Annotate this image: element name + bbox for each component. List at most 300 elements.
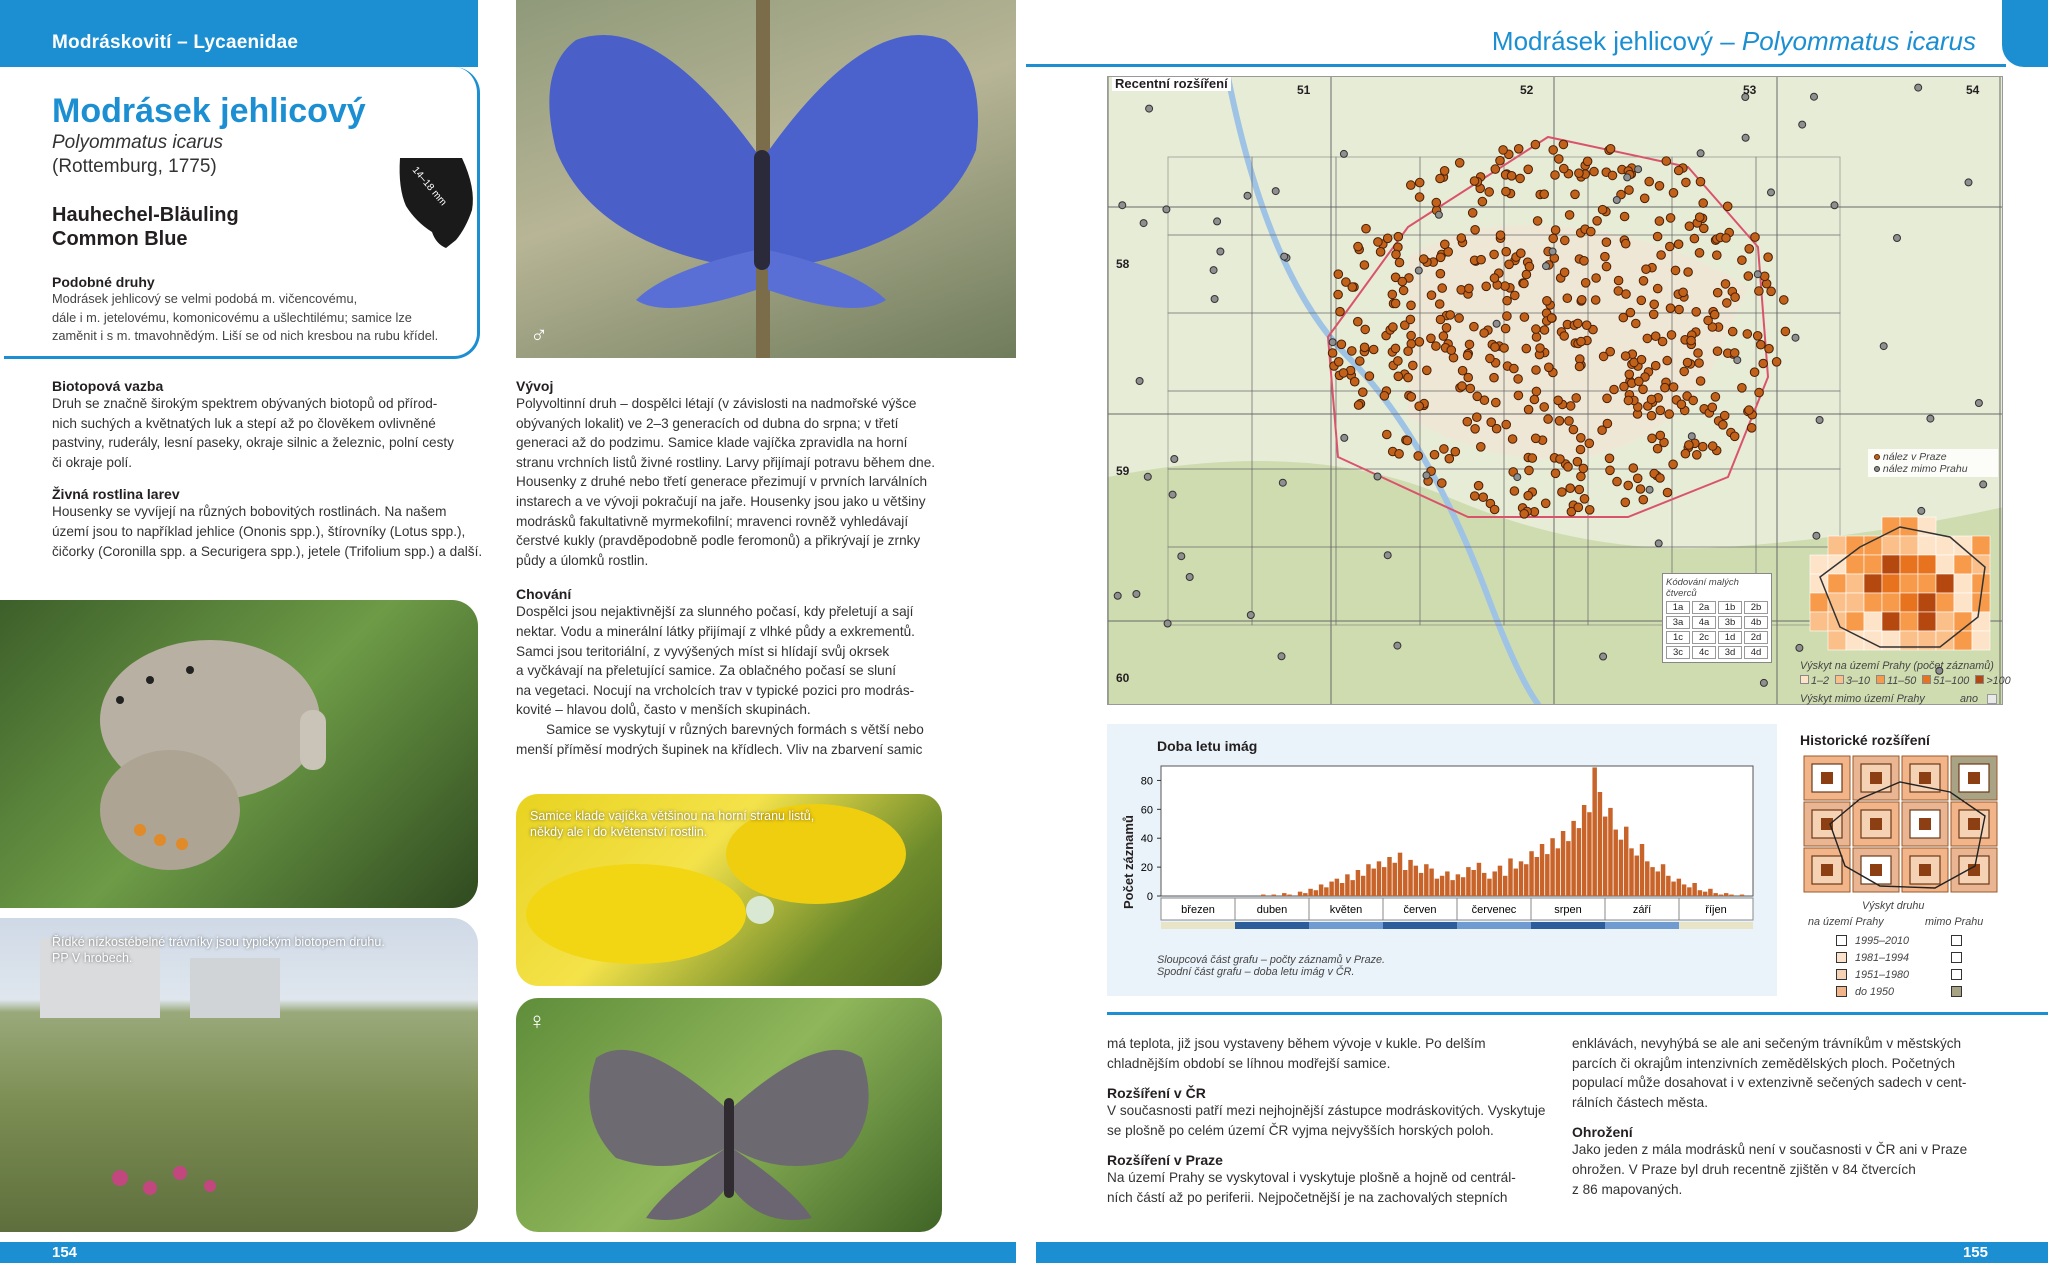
flight-bar <box>1640 844 1644 896</box>
flight-bar <box>1740 895 1744 896</box>
record-dot-prague <box>1755 388 1764 397</box>
flight-bar <box>1435 879 1439 896</box>
occurrence-cell <box>1954 593 1972 612</box>
record-dot-prague <box>1520 313 1529 322</box>
record-dot-outside <box>1816 417 1823 424</box>
record-dot-prague <box>1522 344 1531 353</box>
flight-bar <box>1656 871 1660 896</box>
record-dot-prague <box>1674 166 1683 175</box>
record-dot-prague <box>1649 310 1658 319</box>
record-dot-prague <box>1669 383 1678 392</box>
flight-bar <box>1414 866 1418 896</box>
occurrence-cell <box>1972 574 1990 593</box>
record-dot-outside <box>1140 220 1147 227</box>
flight-bar <box>1450 880 1454 896</box>
record-dot-prague <box>1572 394 1581 403</box>
occurrence-cell <box>1936 612 1954 631</box>
right-page-title-latin: Polyommatus icarus <box>1741 26 1976 56</box>
record-dot-prague <box>1500 344 1509 353</box>
record-dot-prague <box>1679 288 1688 297</box>
occurrence-cell <box>1810 593 1828 612</box>
record-dot-prague <box>1713 347 1722 356</box>
flight-bar <box>1629 848 1633 896</box>
record-dot-prague <box>1653 284 1662 293</box>
flight-chart <box>1107 760 1777 946</box>
record-dot-prague <box>1723 299 1732 308</box>
flight-bar <box>1361 876 1365 896</box>
chart-note: Sloupcová část grafu – počty záznamů v Praze. Spodní část grafu – doba letu imág v ČR. <box>1157 954 1386 978</box>
occurrence-cell <box>1882 536 1900 555</box>
record-dot-prague <box>1757 340 1766 349</box>
record-dot-prague <box>1487 418 1496 427</box>
occurrence-cell <box>1900 555 1918 574</box>
record-dot-prague <box>1655 182 1664 191</box>
record-dot-outside <box>1646 486 1653 493</box>
record-dot-prague <box>1610 385 1619 394</box>
flight-bar <box>1561 831 1565 896</box>
right-page-title: Modrásek jehlicový – Polyommatus icarus <box>1491 26 1976 56</box>
record-dot-prague <box>1336 307 1345 316</box>
record-dot-prague <box>1682 178 1691 187</box>
record-dot-prague <box>1592 274 1601 283</box>
record-dot-outside <box>1792 334 1799 341</box>
record-dot-outside <box>1423 472 1430 479</box>
record-dot-prague <box>1713 288 1722 297</box>
record-dot-prague <box>1780 296 1789 305</box>
flight-bar <box>1408 860 1412 896</box>
month-label: květen <box>1329 904 1363 916</box>
record-dot-prague <box>1511 291 1520 300</box>
record-dot-prague <box>1525 466 1534 475</box>
record-dot-prague <box>1394 372 1403 381</box>
record-dot-prague <box>1436 174 1445 183</box>
record-dot-outside <box>1279 479 1286 486</box>
record-dot-prague <box>1560 332 1569 341</box>
record-dot-prague <box>1699 199 1708 208</box>
flight-bar <box>1682 884 1686 896</box>
record-dot-prague <box>1626 308 1635 317</box>
record-dot-prague <box>1524 405 1533 414</box>
record-dot-prague <box>1471 226 1480 235</box>
meadow-caption: Řídké nízkostébelné trávníky jsou typickým biotopem druhu. PP V hrobech. <box>52 935 385 965</box>
record-dot-prague <box>1639 385 1648 394</box>
occurrence-cell <box>1864 536 1882 555</box>
minimap-bin: >100 <box>1975 675 2010 687</box>
record-dot-prague <box>1744 272 1753 281</box>
month-label: duben <box>1256 904 1288 916</box>
flight-bar <box>1698 890 1702 896</box>
flight-bar <box>1729 895 1733 896</box>
foodplant-heading: Živná rostlina larev <box>52 486 180 503</box>
flight-bar <box>1456 874 1460 896</box>
record-dot-prague <box>1514 145 1523 154</box>
record-dot-prague <box>1743 330 1752 339</box>
record-dot-outside <box>1799 121 1806 128</box>
y-tick-label: 20 <box>1140 862 1153 875</box>
record-dot-outside <box>1384 552 1391 559</box>
record-dot-prague <box>1755 287 1764 296</box>
month-label: červenec <box>1471 904 1517 916</box>
record-dot-prague <box>1636 485 1645 494</box>
record-dot-outside <box>1831 202 1838 209</box>
record-dot-prague <box>1470 177 1479 186</box>
record-dot-prague <box>1407 393 1416 402</box>
record-dot-prague <box>1554 396 1563 405</box>
record-dot-prague <box>1540 403 1549 412</box>
record-dot-prague <box>1436 269 1445 278</box>
occurrence-cell <box>1900 574 1918 593</box>
record-dot-prague <box>1721 280 1730 289</box>
record-dot-prague <box>1620 212 1629 221</box>
occurrence-cell <box>1900 517 1918 536</box>
record-dot-prague <box>1578 296 1587 305</box>
record-dot-outside <box>1493 320 1500 327</box>
record-dot-prague <box>1605 454 1614 463</box>
record-dot-prague <box>1577 337 1586 346</box>
occurrence-cell <box>1864 612 1882 631</box>
grid-code-cell: 4d <box>1744 646 1768 659</box>
record-dot-outside <box>1340 150 1347 157</box>
flight-bar <box>1571 821 1575 896</box>
record-dot-prague <box>1753 332 1762 341</box>
praha-heading: Rozšíření v Praze <box>1107 1152 1223 1169</box>
flight-bar <box>1577 828 1581 896</box>
underside-photo <box>0 600 478 908</box>
record-dot-prague <box>1477 255 1486 264</box>
record-dot-outside <box>1975 400 1982 407</box>
grid-code-cell: 1c <box>1666 631 1690 644</box>
male-symbol: ♂ <box>530 322 548 349</box>
flight-bar <box>1445 871 1449 896</box>
egg-photo <box>516 794 942 986</box>
record-dot-prague <box>1632 319 1641 328</box>
record-dot-prague <box>1458 366 1467 375</box>
historic-legend-row: 1981–1994 <box>1836 949 2016 966</box>
flight-bar <box>1298 892 1302 896</box>
flight-bar <box>1645 861 1649 896</box>
record-dot-prague <box>1427 291 1436 300</box>
flight-bar <box>1477 863 1481 896</box>
record-dot-prague <box>1551 171 1560 180</box>
record-dot-prague <box>1388 290 1397 299</box>
y-tick-label: 80 <box>1140 775 1153 788</box>
species-german: Hauhechel-Bläuling <box>52 204 239 226</box>
record-dot-prague <box>1573 457 1582 466</box>
record-dot-prague <box>1621 239 1630 248</box>
record-dot-prague <box>1730 432 1739 441</box>
minimap-outside-swatch <box>1987 694 1997 704</box>
record-dot-outside <box>1600 653 1607 660</box>
grid-code-cell: 3c <box>1666 646 1690 659</box>
occurrence-cell <box>1918 555 1936 574</box>
record-dot-prague <box>1613 477 1622 486</box>
page-number-left: 154 <box>52 1244 78 1261</box>
flight-bar <box>1524 864 1528 896</box>
record-dot-prague <box>1490 505 1499 514</box>
record-dot-prague <box>1369 345 1378 354</box>
record-dot-prague <box>1348 283 1357 292</box>
record-dot-prague <box>1468 209 1477 218</box>
record-dot-prague <box>1575 362 1584 371</box>
occurrence-cell <box>1810 555 1828 574</box>
flight-bar <box>1377 861 1381 896</box>
occurrence-cell <box>1882 612 1900 631</box>
record-dot-prague <box>1491 343 1500 352</box>
record-dot-prague <box>1407 301 1416 310</box>
record-dot-prague <box>1745 245 1754 254</box>
y-tick-label: 40 <box>1140 833 1153 846</box>
record-dot-prague <box>1751 233 1760 242</box>
record-dot-prague <box>1490 250 1499 259</box>
occurrence-cell <box>1936 593 1954 612</box>
record-dot-prague <box>1496 231 1505 240</box>
historic-legend <box>1836 932 2016 1000</box>
record-dot-prague <box>1569 425 1578 434</box>
record-dot-prague <box>1580 495 1589 504</box>
record-dot-prague <box>1601 252 1610 261</box>
record-dot-prague <box>1394 357 1403 366</box>
record-dot-prague <box>1671 266 1680 275</box>
flight-bar <box>1724 893 1728 896</box>
record-dot-outside <box>1880 343 1887 350</box>
record-dot-prague <box>1696 177 1705 186</box>
record-dot-prague <box>1750 368 1759 377</box>
occurrence-cell <box>1882 574 1900 593</box>
record-dot-prague <box>1435 300 1444 309</box>
record-dot-prague <box>1404 347 1413 356</box>
flight-bar <box>1619 840 1623 896</box>
male-photo <box>516 0 1016 358</box>
chart-title: Doba letu imág <box>1157 738 1258 754</box>
record-dot-prague <box>1440 445 1449 454</box>
chart-ylabel: Počet záznamů <box>1121 815 1136 909</box>
record-dot-prague <box>1764 253 1773 262</box>
flight-period-strip <box>1457 922 1531 929</box>
grid-code-cell: 1a <box>1666 601 1690 614</box>
record-dot-outside <box>1247 612 1254 619</box>
grid-code-cell: 4b <box>1744 616 1768 629</box>
map-title: Recentní rozšíření <box>1112 76 1231 91</box>
occurrence-cell <box>1900 536 1918 555</box>
map-col-51: 51 <box>1297 83 1311 97</box>
month-label: červen <box>1403 904 1437 916</box>
map-row-60: 60 <box>1116 671 1130 685</box>
record-dot-outside <box>1214 218 1221 225</box>
occurrence-cell <box>1972 536 1990 555</box>
record-dot-prague <box>1708 403 1717 412</box>
record-dot-prague <box>1463 417 1472 426</box>
record-dot-prague <box>1661 383 1670 392</box>
record-dot-prague <box>1391 344 1400 353</box>
record-dot-prague <box>1520 279 1529 288</box>
record-dot-prague <box>1350 377 1359 386</box>
record-dot-prague <box>1666 304 1675 313</box>
historic-legend-title: Výskyt druhu <box>1862 900 1925 912</box>
female-photo <box>516 998 942 1232</box>
record-dot-prague <box>1575 169 1584 178</box>
record-dot-prague <box>1436 253 1445 262</box>
occurrence-cell <box>1918 574 1936 593</box>
historic-col-out: mimo Prahu <box>1925 916 1984 928</box>
occurrence-cell <box>1936 555 1954 574</box>
record-dot-prague <box>1520 510 1529 519</box>
flight-bar <box>1508 858 1512 896</box>
occurrence-cell <box>1864 574 1882 593</box>
grid-code-cell: 3b <box>1718 616 1742 629</box>
record-dot-prague <box>1667 331 1676 340</box>
record-dot-prague <box>1560 164 1569 173</box>
record-dot-prague <box>1439 332 1448 341</box>
flight-bar <box>1598 792 1602 896</box>
record-dot-outside <box>1163 206 1170 213</box>
species-name: Modrásek jehlicový <box>52 92 366 130</box>
flight-bar <box>1671 882 1675 896</box>
historic-legend-row: do 1950 <box>1836 983 2016 1000</box>
record-dot-outside <box>1244 192 1251 199</box>
record-dot-prague <box>1603 394 1612 403</box>
flight-bar <box>1550 838 1554 896</box>
record-dot-outside <box>1549 248 1556 255</box>
record-dot-outside <box>1697 150 1704 157</box>
occurrence-minimap <box>1800 507 2000 657</box>
flight-bar <box>1540 844 1544 896</box>
grid-code-cell: 1b <box>1718 601 1742 614</box>
development-heading: Vývoj <box>516 378 554 394</box>
minimap-bin: 51–100 <box>1922 675 1969 687</box>
record-dot-outside <box>1178 553 1185 560</box>
record-dot-outside <box>1415 267 1422 274</box>
occurrence-cell <box>1882 593 1900 612</box>
record-dot-outside <box>1688 433 1695 440</box>
record-dot-prague <box>1517 249 1526 258</box>
record-dot-prague <box>1720 411 1729 420</box>
record-dot-outside <box>1119 202 1126 209</box>
size-silhouette-icon <box>396 148 480 254</box>
minimap-bin: 11–50 <box>1876 675 1916 687</box>
record-dot-prague <box>1663 488 1672 497</box>
occurrence-cell <box>1972 612 1990 631</box>
record-dot-prague <box>1486 354 1495 363</box>
record-dot-prague <box>1587 227 1596 236</box>
record-dot-outside <box>1742 134 1749 141</box>
record-dot-prague <box>1694 349 1703 358</box>
record-dot-prague <box>1480 329 1489 338</box>
record-dot-prague <box>1759 359 1768 368</box>
flight-bar <box>1482 873 1486 896</box>
flight-bar <box>1503 876 1507 896</box>
egg-caption: Samice klade vajíčka většinou na horní stranu listů, někdy ale i do květenství rostlin. <box>530 809 815 839</box>
record-dot-prague <box>1675 305 1684 314</box>
flight-period-strip <box>1531 922 1605 929</box>
record-dot-prague <box>1765 344 1774 353</box>
record-dot-outside <box>1186 574 1193 581</box>
record-dot-prague <box>1492 398 1501 407</box>
record-dot-prague <box>1590 167 1599 176</box>
record-dot-prague <box>1455 314 1464 323</box>
record-dot-prague <box>1581 279 1590 288</box>
family-title: Modráskovití – Lycaenidae <box>52 32 299 53</box>
flight-bar <box>1466 867 1470 896</box>
biotope-heading: Biotopová vazba <box>52 378 164 394</box>
flight-bar <box>1666 876 1670 896</box>
record-dot-prague <box>1419 255 1428 264</box>
flight-period-strip <box>1383 922 1457 929</box>
flight-bar <box>1535 857 1539 896</box>
record-dot-prague <box>1432 198 1441 207</box>
record-dot-prague <box>1415 338 1424 347</box>
record-dot-prague <box>1455 159 1464 168</box>
record-dot-prague <box>1669 189 1678 198</box>
flight-bar <box>1566 841 1570 896</box>
record-dot-prague <box>1585 439 1594 448</box>
record-dot-prague <box>1602 238 1611 247</box>
grid-coding-legend: Kódování malých čtverců 1a 2a 1b 2b 3a 4a 3b 4b 1c 2c 1d 2d 3c 4c 3d 4d <box>1662 573 1772 663</box>
record-dot-prague <box>1620 382 1629 391</box>
occurrence-cell <box>1900 612 1918 631</box>
record-dot-prague <box>1482 282 1491 291</box>
record-dot-outside <box>1435 211 1442 218</box>
record-dot-prague <box>1507 172 1516 181</box>
occurrence-cell <box>1828 631 1846 650</box>
minimap-bins <box>1800 675 2030 687</box>
month-label: březen <box>1181 904 1215 916</box>
record-dot-outside <box>1613 197 1620 204</box>
record-dot-prague <box>1354 317 1363 326</box>
record-dot-outside <box>1169 491 1176 498</box>
flight-bar <box>1661 864 1665 896</box>
flight-bar <box>1587 812 1591 896</box>
flight-bar <box>1350 880 1354 896</box>
record-dot-prague <box>1580 257 1589 266</box>
flight-bar <box>1461 877 1465 896</box>
flight-bar <box>1303 893 1307 896</box>
record-dot-prague <box>1451 447 1460 456</box>
occurrence-cell <box>1864 593 1882 612</box>
flight-bar <box>1677 879 1681 896</box>
record-dot-prague <box>1362 224 1371 233</box>
record-dot-prague <box>1404 373 1413 382</box>
historic-map <box>1800 754 2000 894</box>
flight-bar <box>1429 869 1433 896</box>
record-dot-prague <box>1684 268 1693 277</box>
female-symbol: ♀ <box>528 1008 546 1035</box>
flight-bar <box>1613 830 1617 896</box>
record-dot-prague <box>1466 384 1475 393</box>
record-dot-outside <box>1543 263 1550 270</box>
map-col-52: 52 <box>1520 83 1534 97</box>
flight-bar <box>1314 890 1318 896</box>
record-dot-prague <box>1602 262 1611 271</box>
record-dot-prague <box>1655 217 1664 226</box>
record-dot-prague <box>1532 387 1541 396</box>
occurrence-cell <box>1864 555 1882 574</box>
record-dot-prague <box>1555 155 1564 164</box>
record-dot-prague <box>1438 284 1447 293</box>
record-dot-prague <box>1516 174 1525 183</box>
record-dot-prague <box>1656 431 1665 440</box>
flight-period-strip <box>1679 922 1753 929</box>
record-dot-outside <box>1915 84 1922 91</box>
page-number-right: 155 <box>1962 1244 1988 1261</box>
record-dot-prague <box>1625 370 1634 379</box>
record-dot-prague <box>1442 324 1451 333</box>
flight-bar <box>1282 893 1286 896</box>
record-dot-prague <box>1622 290 1631 299</box>
record-dot-prague <box>1574 503 1583 512</box>
record-dot-prague <box>1528 454 1537 463</box>
record-dot-prague <box>1383 430 1392 439</box>
record-dot-prague <box>1531 140 1540 149</box>
